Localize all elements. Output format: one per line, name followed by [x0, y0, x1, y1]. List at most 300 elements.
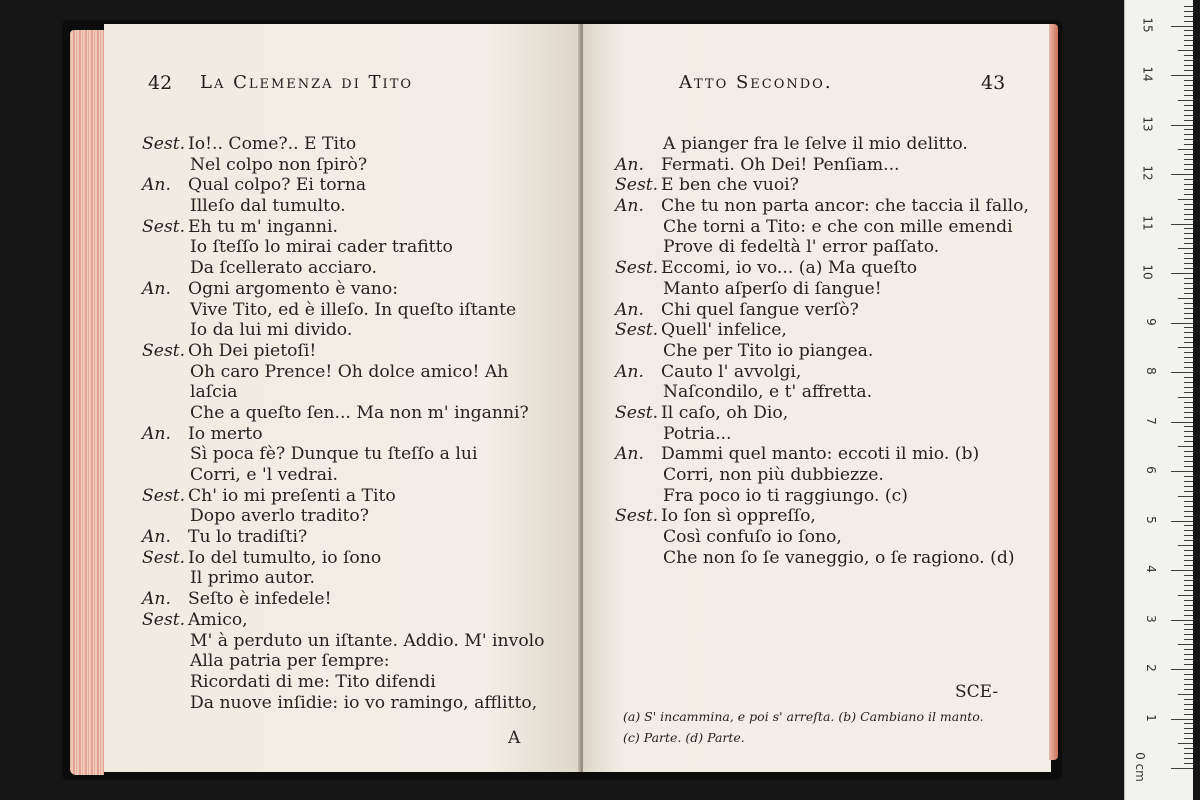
ruler-tick — [1184, 733, 1193, 734]
catchword-right: SCE- — [955, 682, 999, 702]
line-text: Io!.. Come?.. E Tito — [188, 134, 357, 154]
line-text: Io da lui mi divido. — [190, 320, 353, 341]
ruler-tick — [1184, 525, 1193, 526]
ruler-tick — [1184, 501, 1193, 502]
ruler-tick — [1184, 580, 1193, 581]
ruler-tick — [1184, 184, 1193, 185]
ruler-tick — [1184, 16, 1193, 17]
running-head-left: La Clemenza di Tito — [200, 72, 414, 93]
speaker-label: Sest. — [142, 216, 186, 237]
ruler-tick — [1184, 35, 1193, 36]
text-line — [615, 341, 1051, 362]
ruler-tick — [1184, 466, 1193, 467]
text-line — [615, 362, 1051, 383]
line-text: Ogni argomento è vano: — [188, 278, 398, 299]
line-text: laſcia — [190, 382, 238, 403]
ruler-tick — [1184, 90, 1193, 91]
ruler-tick — [1184, 258, 1193, 259]
ruler-tick — [1184, 219, 1193, 220]
ruler-tick — [1184, 758, 1193, 759]
line-text: Fermati. Oh Dei! Penſiam... — [661, 154, 900, 175]
left-text-block — [142, 134, 580, 713]
ruler-tick — [1184, 412, 1193, 413]
text-line — [142, 568, 580, 589]
ruler-tick — [1178, 743, 1193, 744]
ruler-tick — [1184, 714, 1193, 715]
ruler-tick — [1184, 476, 1193, 477]
ruler-tick — [1184, 263, 1193, 264]
ruler-tick — [1184, 115, 1193, 116]
text-line — [142, 217, 580, 238]
ruler-tick — [1184, 85, 1193, 86]
line-text: Che a queſto ſen... Ma non m' inganni? — [190, 402, 529, 423]
ruler-tick — [1184, 451, 1193, 452]
ruler-tick — [1184, 585, 1193, 586]
text-line — [142, 527, 580, 548]
line-text: Ricordati di me: Tito difendi — [190, 671, 436, 692]
ruler-tick — [1184, 80, 1193, 81]
text-line — [142, 258, 580, 279]
ruler-tick — [1184, 550, 1193, 551]
ruler-tick — [1184, 303, 1193, 304]
ruler-tick — [1184, 70, 1193, 71]
text-line — [615, 465, 1051, 486]
text-line — [615, 424, 1051, 445]
line-text: Io del tumulto, io ſono — [188, 547, 382, 568]
ruler-tick — [1184, 238, 1193, 239]
speaker-label: An. — [615, 299, 644, 320]
speaker-label: An. — [142, 278, 171, 299]
ruler-tick — [1171, 669, 1193, 670]
ruler-tick — [1184, 639, 1193, 640]
ruler-tick — [1178, 397, 1193, 398]
text-line — [615, 134, 1051, 155]
ruler-tick — [1184, 441, 1193, 442]
text-line — [142, 589, 580, 610]
speaker-label: Sest. — [142, 340, 186, 361]
speaker-label: Sest. — [615, 175, 659, 196]
line-text: Il caſo, oh Dio, — [661, 402, 789, 423]
footnote-line: (a) S' incammina, e poi s' arreſta. (b) Cambiano il manto. — [623, 709, 984, 724]
line-text: Prove di fedeltà l' error paſſato. — [663, 237, 940, 258]
line-text: Dammi quel manto: eccoti il mio. (b) — [661, 444, 980, 465]
running-head-right: Atto Secondo. — [679, 72, 833, 93]
ruler-tick — [1184, 21, 1193, 22]
page-edge-right — [1049, 24, 1058, 760]
text-line — [142, 672, 580, 693]
line-text: Da ſcellerato acciaro. — [190, 258, 377, 279]
ruler-tick — [1178, 446, 1193, 447]
ruler-tick — [1184, 565, 1193, 566]
ruler-tick — [1184, 590, 1193, 591]
ruler-tick — [1184, 293, 1193, 294]
ruler-tick — [1184, 110, 1193, 111]
ruler-tick — [1171, 224, 1193, 225]
text-line — [142, 548, 580, 569]
text-line — [142, 610, 580, 631]
line-text: Che tu non parta ancor: che taccia il fallo, — [661, 196, 1029, 217]
line-text: Che non ſo ſe vaneggio, o ſe ragiono. (d) — [663, 547, 1015, 568]
text-line — [142, 196, 580, 217]
ruler-tick — [1184, 684, 1193, 685]
ruler-tick — [1184, 129, 1193, 130]
ruler-tick — [1184, 357, 1193, 358]
ruler-tick — [1184, 426, 1193, 427]
ruler-tick — [1184, 105, 1193, 106]
ruler-tick — [1178, 347, 1193, 348]
ruler-tick — [1184, 243, 1193, 244]
ruler-tick — [1184, 382, 1193, 383]
ruler-tick — [1184, 144, 1193, 145]
ruler-label: 15 — [1140, 16, 1155, 33]
ruler-tick — [1184, 139, 1193, 140]
ruler-tick — [1184, 154, 1193, 155]
ruler-tick — [1184, 699, 1193, 700]
line-text: Vive Tito, ed è illeſo. In queſto iſtante — [190, 299, 517, 320]
speaker-label: An. — [142, 527, 171, 548]
line-text: Dopo averlo tradito? — [190, 506, 369, 527]
page-number-right: 43 — [981, 72, 1006, 94]
ruler-tick — [1171, 620, 1193, 621]
ruler-label: 6 — [1144, 466, 1159, 474]
line-text: Io merto — [188, 423, 263, 444]
ruler-tick — [1171, 26, 1193, 27]
line-text: E ben che vuoi? — [661, 175, 799, 196]
ruler-tick — [1184, 649, 1193, 650]
ruler-tick — [1184, 30, 1193, 31]
ruler-tick — [1184, 65, 1193, 66]
ruler-tick — [1184, 318, 1193, 319]
ruler-tick — [1184, 164, 1193, 165]
ruler-tick — [1184, 610, 1193, 611]
ruler-tick — [1184, 283, 1193, 284]
ruler-tick — [1184, 45, 1193, 46]
speaker-label: An. — [615, 196, 644, 217]
ruler-tick — [1184, 486, 1193, 487]
ruler-tick — [1178, 496, 1193, 497]
ruler-tick — [1184, 659, 1193, 660]
line-text: Qual colpo? Ei torna — [188, 175, 367, 196]
ruler-label: 4 — [1144, 565, 1159, 573]
right-page — [583, 24, 1051, 772]
ruler-tick — [1184, 308, 1193, 309]
ruler-tick — [1184, 209, 1193, 210]
ruler-tick — [1184, 278, 1193, 279]
line-text: Seſto è infedele! — [188, 589, 332, 610]
ruler-tick — [1171, 422, 1193, 423]
ruler-tick — [1184, 228, 1193, 229]
ruler-label: 14 — [1140, 66, 1155, 82]
text-line — [615, 506, 1051, 527]
text-line — [615, 279, 1051, 300]
text-line — [615, 175, 1051, 196]
ruler-tick — [1184, 402, 1193, 403]
speaker-label: An. — [142, 423, 171, 444]
ruler-tick — [1184, 367, 1193, 368]
line-text: Corri, e 'l vedrai. — [190, 465, 338, 485]
text-line — [615, 217, 1051, 238]
line-text: Cauto l' avvolgi, — [661, 361, 802, 382]
text-line — [142, 693, 580, 714]
left-page — [104, 24, 580, 772]
line-text: Oh caro Prence! Oh dolce amico! Ah — [190, 361, 509, 382]
ruler-tick — [1184, 560, 1193, 561]
ruler-tick — [1184, 332, 1193, 333]
ruler-tick — [1184, 674, 1193, 675]
ruler-tick — [1184, 511, 1193, 512]
text-line — [142, 134, 580, 155]
ruler-label: 9 — [1144, 317, 1159, 326]
line-text: Manto aſperſo di ſangue! — [663, 278, 882, 299]
ruler-tick — [1184, 55, 1193, 56]
ruler-tick — [1184, 506, 1193, 507]
ruler-tick — [1184, 709, 1193, 710]
ruler-tick — [1178, 595, 1193, 596]
line-text: Che per Tito io piangea. — [663, 340, 874, 361]
ruler-tick — [1184, 431, 1193, 432]
line-text: Naſcondilo, e t' affretta. — [663, 382, 873, 403]
line-text: Eccomi, io vo... (a) Ma queſto — [661, 258, 918, 279]
ruler-tick — [1184, 664, 1193, 665]
ruler-tick — [1184, 60, 1193, 61]
ruler-tick — [1184, 179, 1193, 180]
line-text: Quell' infelice, — [661, 320, 787, 341]
ruler-tick — [1184, 624, 1193, 625]
line-text: Da nuove inſidie: io vo ramingo, afflitto, — [190, 692, 538, 713]
ruler-tick — [1184, 268, 1193, 269]
ruler-tick — [1184, 204, 1193, 205]
ruler-tick — [1171, 719, 1193, 720]
text-line — [142, 444, 580, 465]
ruler-tick — [1184, 337, 1193, 338]
ruler-tick — [1184, 491, 1193, 492]
ruler-tick — [1171, 323, 1193, 324]
text-line — [142, 631, 580, 652]
ruler-tick — [1184, 362, 1193, 363]
ruler-tick — [1184, 288, 1193, 289]
text-line — [142, 506, 580, 527]
ruler-tick — [1184, 169, 1193, 170]
footnotes — [623, 706, 1043, 748]
speaker-label: Sest. — [615, 258, 659, 279]
text-line — [615, 237, 1051, 258]
speaker-label: Sest. — [142, 609, 186, 630]
speaker-label: Sest. — [615, 506, 659, 527]
right-text-block — [615, 134, 1051, 568]
line-text: Potria... — [663, 423, 732, 444]
ruler-tick — [1184, 704, 1193, 705]
ruler-tick — [1171, 75, 1193, 76]
measuring-ruler — [1124, 0, 1193, 800]
text-line — [142, 341, 580, 362]
line-text: Ch' io mi preſenti a Tito — [188, 485, 396, 506]
line-text: Oh Dei pietoſi! — [188, 340, 317, 361]
ruler-label: 7 — [1144, 416, 1159, 425]
text-line — [142, 279, 580, 300]
ruler-tick — [1178, 644, 1193, 645]
ruler-tick — [1184, 40, 1193, 41]
text-line — [615, 486, 1051, 507]
text-line — [615, 527, 1051, 548]
ruler-tick — [1184, 134, 1193, 135]
line-text: Amico, — [188, 609, 248, 630]
ruler-tick — [1184, 530, 1193, 531]
ruler-tick — [1184, 605, 1193, 606]
ruler-label: 5 — [1144, 515, 1159, 524]
line-text: Sì poca fè? Dunque tu ſteſſo a lui — [190, 444, 478, 465]
ruler-tick — [1184, 159, 1193, 160]
ruler-tick — [1184, 728, 1193, 729]
ruler-tick — [1184, 540, 1193, 541]
ruler-tick — [1171, 471, 1193, 472]
text-line — [615, 300, 1051, 321]
speaker-label: Sest. — [142, 134, 186, 154]
speaker-label: An. — [615, 361, 644, 382]
line-text: Io ſteſſo lo mirai cader trafitto — [190, 237, 453, 258]
ruler-tick — [1178, 199, 1193, 200]
ruler-tick — [1184, 407, 1193, 408]
ruler-tick — [1184, 748, 1193, 749]
speaker-label: Sest. — [142, 547, 186, 568]
ruler-tick — [1184, 313, 1193, 314]
ruler-tick — [1184, 738, 1193, 739]
speaker-label: An. — [142, 589, 171, 610]
ruler-label: 0 cm — [1133, 752, 1148, 782]
text-line — [142, 651, 580, 672]
ruler-tick — [1171, 570, 1193, 571]
ruler-tick — [1184, 342, 1193, 343]
ruler-tick — [1178, 694, 1193, 695]
ruler-tick — [1184, 377, 1193, 378]
ruler-tick — [1184, 535, 1193, 536]
ruler-label: 3 — [1144, 614, 1159, 623]
footnote-line: (c) Parte. (d) Parte. — [623, 730, 745, 745]
ruler-tick — [1178, 298, 1193, 299]
text-line — [615, 258, 1051, 279]
text-line — [142, 382, 580, 403]
line-text: Tu lo tradiſti? — [188, 527, 308, 548]
ruler-tick — [1184, 436, 1193, 437]
ruler-tick — [1184, 95, 1193, 96]
speaker-label: Sest. — [142, 485, 186, 506]
text-line — [615, 382, 1051, 403]
ruler-tick — [1184, 6, 1193, 7]
ruler-tick — [1184, 417, 1193, 418]
ruler-tick — [1184, 654, 1193, 655]
text-line — [615, 444, 1051, 465]
ruler-tick — [1184, 327, 1193, 328]
ruler-tick — [1184, 555, 1193, 556]
text-line — [615, 320, 1051, 341]
ruler-tick — [1171, 521, 1193, 522]
text-line — [615, 155, 1051, 176]
ruler-label: 13 — [1140, 115, 1155, 132]
line-text: Illeſo dal tumulto. — [190, 196, 346, 217]
ruler-label: 1 — [1144, 713, 1159, 722]
ruler-tick — [1184, 481, 1193, 482]
ruler-tick — [1184, 456, 1193, 457]
line-text: Nel colpo non ſpirò? — [190, 154, 368, 175]
ruler-tick — [1184, 634, 1193, 635]
line-text: Il primo autor. — [190, 568, 315, 589]
line-text: Corri, non più dubbiezze. — [663, 465, 884, 485]
ruler-tick — [1184, 575, 1193, 576]
ruler-tick — [1184, 689, 1193, 690]
speaker-label: An. — [615, 444, 644, 465]
ruler-tick — [1184, 11, 1193, 12]
ruler-tick — [1184, 120, 1193, 121]
text-line — [142, 486, 580, 507]
speaker-label: An. — [142, 175, 171, 196]
ruler-tick — [1178, 50, 1193, 51]
line-text: Fra poco io ti raggiungo. (c) — [663, 485, 908, 506]
ruler-tick — [1178, 545, 1193, 546]
ruler-tick — [1184, 392, 1193, 393]
page-number-left: 42 — [148, 72, 173, 94]
text-line — [142, 465, 580, 486]
ruler-tick — [1184, 387, 1193, 388]
ruler-tick — [1178, 248, 1193, 249]
ruler-tick — [1184, 615, 1193, 616]
speaker-label: Sest. — [615, 320, 659, 341]
ruler-tick — [1178, 149, 1193, 150]
line-text: Così confuſo io ſono, — [663, 527, 842, 548]
ruler-tick — [1171, 273, 1193, 274]
text-line — [142, 403, 580, 424]
text-line — [615, 403, 1051, 424]
ruler-label: 12 — [1140, 165, 1155, 181]
ruler-tick — [1184, 723, 1193, 724]
ruler-label: 10 — [1140, 264, 1155, 280]
speaker-label: Sest. — [615, 402, 659, 423]
text-line — [615, 196, 1051, 217]
ruler-tick — [1178, 100, 1193, 101]
line-text: Eh tu m' inganni. — [188, 216, 338, 237]
ruler-tick — [1184, 461, 1193, 462]
ruler-tick — [1184, 753, 1193, 754]
ruler-tick — [1184, 629, 1193, 630]
text-line — [142, 362, 580, 383]
text-line — [142, 320, 580, 341]
text-line — [142, 300, 580, 321]
line-text: Chi quel ſangue verſò? — [661, 299, 859, 320]
page-edges-left — [70, 30, 104, 775]
ruler-tick — [1184, 516, 1193, 517]
ruler-tick — [1171, 768, 1193, 769]
line-text: Che torni a Tito: e che con mille emendi — [663, 216, 1013, 237]
line-text: A pianger fra le ſelve il mio delitto. — [663, 134, 968, 154]
ruler-tick — [1171, 372, 1193, 373]
ruler-tick — [1184, 233, 1193, 234]
text-line — [142, 424, 580, 445]
ruler-label: 8 — [1144, 367, 1159, 375]
text-line — [615, 548, 1051, 569]
ruler-tick — [1184, 189, 1193, 190]
line-text: Io ſon sì oppreſſo, — [661, 506, 816, 527]
ruler-tick — [1184, 253, 1193, 254]
line-text: M' à perduto un iſtante. Addio. M' involo — [190, 630, 545, 651]
ruler-tick — [1184, 214, 1193, 215]
text-line — [142, 155, 580, 176]
ruler-label: 2 — [1144, 664, 1159, 672]
ruler-tick — [1184, 679, 1193, 680]
ruler-tick — [1184, 763, 1193, 764]
ruler-tick — [1184, 352, 1193, 353]
ruler-label: 11 — [1140, 214, 1155, 231]
ruler-tick — [1171, 125, 1193, 126]
line-text: Alla patria per ſempre: — [190, 651, 390, 672]
catchword-left: A — [508, 728, 521, 748]
